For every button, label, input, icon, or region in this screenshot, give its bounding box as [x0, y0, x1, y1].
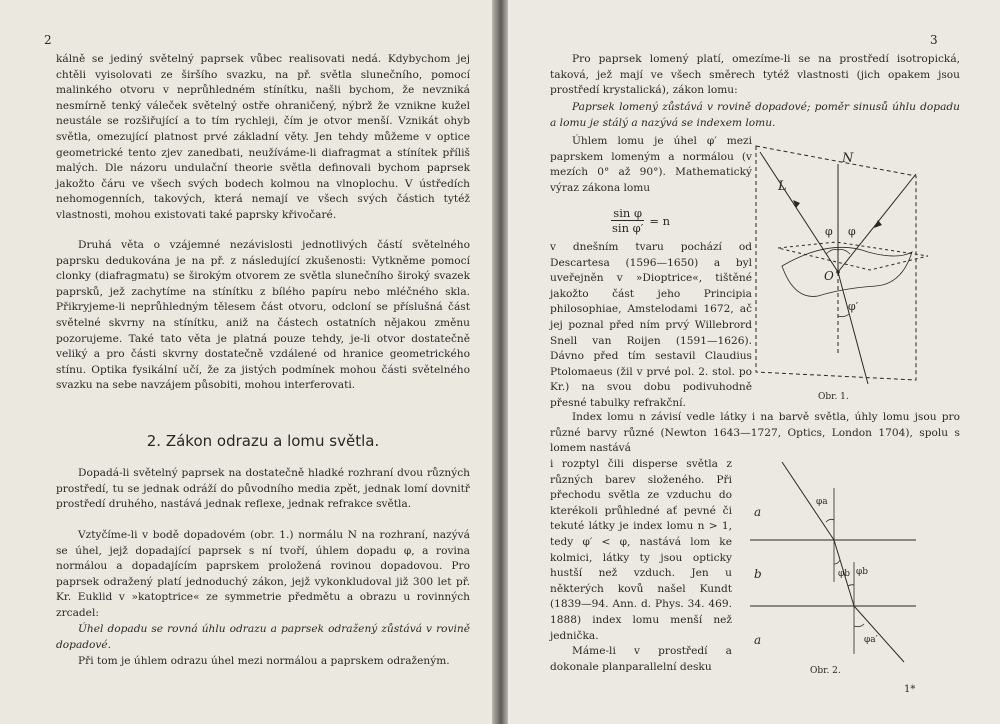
- page-number: 2: [44, 33, 52, 47]
- formula-fraction: [610, 206, 645, 235]
- figure-1-caption: Obr. 1.: [818, 392, 849, 402]
- label-phi-b: φb: [838, 569, 851, 579]
- left-page: [0, 0, 492, 724]
- paragraph: Index lomu n závisí vedle látky i na barvě světla, úhly lomu jsou pro různé barvy různé (Newton 1643—1727, Optics, London 1704), spolu s lomem nastává: [550, 411, 960, 455]
- label-phi-b2: φb: [856, 567, 869, 577]
- figure-2-caption: Obr. 2.: [810, 666, 841, 676]
- paragraph: i rozptyl čili disperse světla z různých barev složeného. Při přechodu světla ze vzduchu do kterékoli průhledné ať pevné či tekuté látky je index lomu n > 1, tedy φ′ < φ, nastává lom ke kolmici, látky ty jsou opticky hustší než vzduch. Jen u některých kovů našel Kundt (1839—94. Ann. d. Phys. 34. 469. 1888) index lomu menší než jednička.: [550, 458, 732, 642]
- point-of-incidence: [836, 270, 840, 274]
- paragraph: Vztyčíme-li v bodě dopadovém (obr. 1.) normálu N na rozhraní, nazývá se úhel, jejž dopadající paprsek s ní tvoří, úhlem dopadu φ, a rovina normálou a dopadajícím paprskem proložená rovinou dopadovou. Pro paprsek odražený platí jednoduchý zákon, jejž vykonkludoval již 300 let př. Kr. Euklid v »katoptrice« ze symmetrie předmětu a obrazu u rovinných zrcadel:: [56, 529, 470, 619]
- paragraph: kálně se jediný světelný paprsek vůbec realisovati nedá. Kdybychom jej chtěli vyisolovati ze širšího svazku, na př. světla slunečního, pomocí malinkého otvoru v neprůhledném stínítku, našli bychom, že nevzniká nesmírně tenký váleček světelný ostře ohraničený, nýbrž že vznikne kužel neustále se rozšiřující a to tím rychleji, čím je otvor menší. Vznikát ohyb světla, omezující platnost prvé základní věty. Jen tehdy můžeme v optice geometrické tento zjev zanedbati, neužíváme-li diafragmat a stínítek příliš malých. Dle názoru undulační theorie světla definovali bychom paprsek jakožto čáru ve všech svých bodech kolmou na vlnoplochu. V ústředích nehomogenních, takových, která nemají ve všech svých částich tytéž vlastnosti, mohou existovati také paprsky křivočaré.: [56, 53, 470, 221]
- formula-numerator: sin φ: [613, 206, 642, 220]
- angle-arc-incidence: [826, 250, 838, 255]
- label-medium-a-bottom: a: [754, 633, 762, 647]
- angle-arc-refraction: [838, 314, 849, 317]
- paragraph: Pro paprsek lomený platí, omezíme-li se na prostředí isotropická, taková, jež mají ve všech směrech tytéž vlastnosti (jich opakem jsou prostředí krystalická), zákon lomu:: [550, 53, 960, 97]
- paragraph: Při tom je úhlem odrazu úhel mezi normálou a paprskem odraženým.: [78, 655, 450, 667]
- label-phi-a: φa: [816, 497, 828, 507]
- snell-formula: [610, 206, 670, 235]
- tangent-plane: [778, 242, 928, 270]
- label-phi-a2: φa′: [864, 635, 878, 645]
- label-medium-a-top: a: [754, 505, 762, 519]
- figure-2-plane-plate: [740, 458, 920, 664]
- emergent-ray: [854, 606, 904, 662]
- angle-arc-a2: [854, 624, 864, 627]
- right-page: [508, 0, 1000, 724]
- formula-denominator: sin φ′: [612, 221, 644, 235]
- paragraph: Druhá věta o vzájemné nezávislosti jednotlivých částí světelného paprsku dedukována je na př. z následující zkušenosti: Vytkněme pomocí clonky (diafragmatu) se širokým otvorem ze světla slunečního široký svazek paprsků, jež zachytíme na stínítku z bílého papíru nebo mléčného skla. Přikryjeme-li neprůhledným tělesem část otvoru, odcloní se příslušná část světelné skvrny na stínítku, aniž na částech ostatních nějakou změnu pozorujeme. Také tato věta je platná pouze tehdy, je-li otvor dostatečně veliký a pro části skvrny dostatečně vzdálené od hranice geometrického stínu. Optika fysikální učí, že za jistých podmínek mohou části světelného svazku na sebe navzájem působiti, mohou interferovati.: [56, 239, 470, 392]
- label-phi-reflection: φ: [848, 225, 856, 238]
- figure-1-refraction: [752, 140, 932, 402]
- paragraph: Dopadá-li světelný paprsek na dostatečně hladké rozhraní dvou různých prostředí, tu se jednak odráží do původního media zpět, jednak lomí dovnitř prostředí druhého, nastává jednak reflexe, jednak refrakce světla.: [56, 467, 470, 511]
- arrow-reflected: [874, 220, 882, 228]
- paragraph: Máme-li v prostředí a dokonale planparallelní desku: [550, 645, 732, 673]
- angle-arc-b: [834, 560, 840, 564]
- label-l: L: [778, 179, 787, 194]
- label-phi-incidence: φ: [825, 225, 833, 238]
- angle-arc-a: [826, 519, 834, 522]
- law-statement: Paprsek lomený zůstává v rovině dopadové; poměr sinusů úhlu dopadu a lomu je stálý a nazývá se indexem lomu.: [550, 101, 960, 129]
- law-statement: Úhel dopadu se rovná úhlu odrazu a paprsek odražený zůstává v rovině dopadové.: [56, 623, 470, 651]
- signature-mark: 1*: [904, 684, 916, 695]
- label-o: O: [824, 269, 834, 283]
- paragraph: v dnešním tvaru pochází od Descartesa (1596—1650) a byl uveřejněn v »Dioptrice«, tištěné jakožto část jeho Principia philosophiae, Amstelodami 1672, ač jej poznal před ním prvý Willebrord Snell van Roijen (1591—1626). Dávno před tím sestavil Claudius Ptolomaeus (žil v prvé pol. 2. stol. po Kr.) na svou dobu podivuhodně přesné tabulky refrakční.: [550, 241, 752, 409]
- formula-rhs: = n: [649, 213, 671, 228]
- book-gutter: [492, 0, 508, 724]
- angle-arc-reflection: [838, 250, 850, 255]
- label-phi-refraction: φ′: [848, 300, 859, 313]
- angle-arc-b2: [848, 585, 854, 586]
- refracting-surface: [782, 247, 912, 296]
- label-medium-b: b: [754, 567, 762, 581]
- paragraph: Úhlem lomu je úhel φ′ mezi paprskem lomeným a normálou (v mezích 0° až 90°). Mathematický výraz zákona lomu: [550, 135, 752, 194]
- page-number: 3: [930, 33, 938, 47]
- section-heading: 2. Zákon odrazu a lomu světla.: [146, 432, 380, 450]
- label-n: N: [842, 151, 854, 166]
- refracted-ray: [838, 272, 868, 384]
